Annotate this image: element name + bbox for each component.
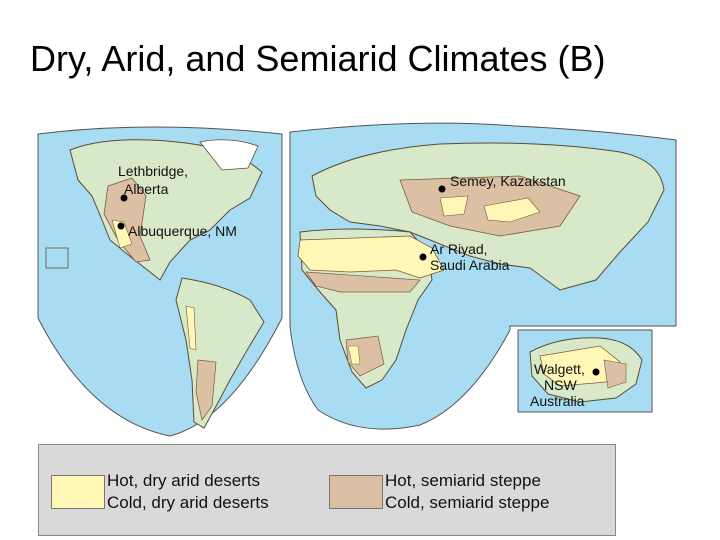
map-legend [38,444,616,536]
legend-hot-steppe: Hot, semiarid steppe [385,471,541,490]
arid-swatch [51,475,105,509]
city-label-lethbridge-1: Lethbridge, [118,163,189,179]
city-label-walgett-3: Australia [530,393,585,409]
steppe-swatch [329,475,383,509]
inset-box [46,248,68,268]
city-label-riyad-1: Ar Riyad, [430,241,488,257]
central-asia-arid [440,196,468,216]
city-marker-albuquerque [118,223,125,230]
legend-cold-steppe: Cold, semiarid steppe [385,493,550,512]
city-label-riyad-2: Saudi Arabia [430,257,510,273]
city-marker-ar-riyad [420,254,427,261]
city-marker-semey [439,186,446,193]
city-label-walgett-2: NSW [544,377,577,393]
legend-hot-arid: Hot, dry arid deserts [107,471,261,490]
city-label-semey: Semey, Kazakstan [450,173,566,189]
city-label-lethbridge-2: Alberta [124,181,169,197]
legend-cold-arid: Cold, dry arid deserts [107,493,269,512]
city-label-albuquerque: Albuquerque, NM [128,223,237,239]
city-marker-walgett [593,369,600,376]
city-label-walgett-1: Walgett, [534,361,585,377]
slide-title: Dry, Arid, and Semiarid Climates (B) [30,38,606,79]
